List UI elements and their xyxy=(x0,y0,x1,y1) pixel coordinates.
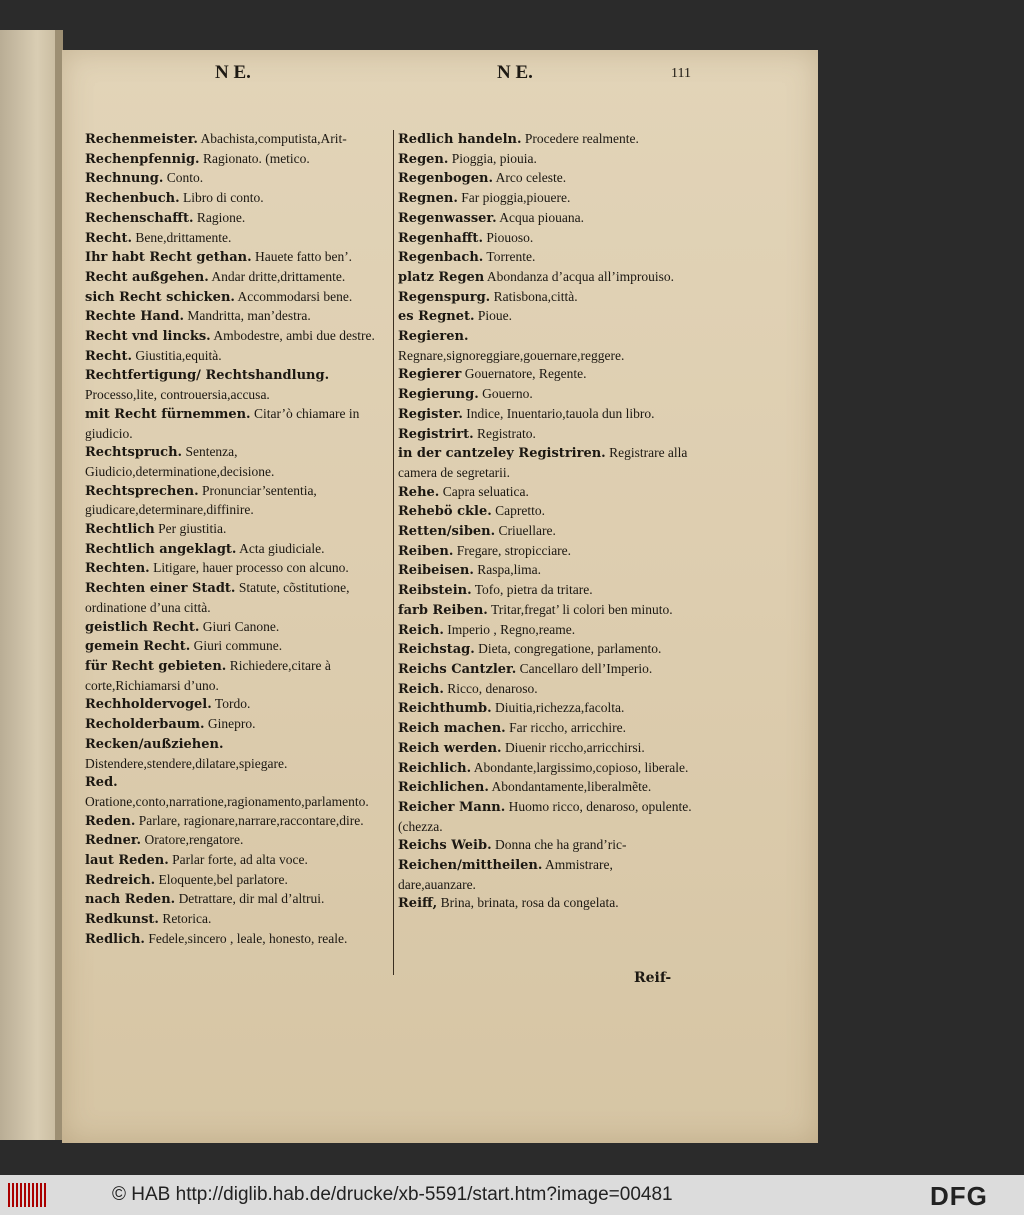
dictionary-entry xyxy=(398,856,693,894)
entry-definition: Indice, Inuentario,tauola dun libro. xyxy=(462,405,655,421)
entry-headword: Rechtfertigung/ Rechtshandlung. xyxy=(85,368,330,384)
dictionary-entry xyxy=(85,773,380,811)
dictionary-entry xyxy=(398,189,693,209)
entry-definition: Giustitia,equità. xyxy=(131,347,222,363)
entry-headword: Reiben. xyxy=(398,543,454,559)
entry-headword: Reichthumb. xyxy=(398,701,492,717)
entry-headword: Rechten. xyxy=(85,561,150,577)
dictionary-entry xyxy=(398,621,693,641)
entry-definition: Tordo. xyxy=(211,696,251,712)
dictionary-entry xyxy=(85,695,380,715)
entry-definition: Capra seluatica. xyxy=(439,483,529,499)
entry-definition: Processo,lite, controuersia,accusa. xyxy=(85,387,270,403)
entry-definition: Oratore,rengatore. xyxy=(141,832,244,848)
entry-definition: Registrato. xyxy=(473,425,536,441)
dictionary-entry xyxy=(85,735,380,773)
dictionary-entry xyxy=(85,618,380,638)
entry-headword: nach Reden. xyxy=(85,892,176,908)
entry-headword: Rechtsprechen. xyxy=(85,483,199,499)
entry-definition: Acta giudiciale. xyxy=(236,540,325,556)
dictionary-entry xyxy=(398,502,693,522)
entry-headword: Regenwasser. xyxy=(398,210,497,226)
entry-definition: Giuri commune. xyxy=(190,638,283,654)
entry-headword: Regierung. xyxy=(398,387,479,403)
entry-definition: Abondante,largissimo,copioso, liberale. xyxy=(471,759,689,775)
entry-definition: Ragione. xyxy=(193,209,246,225)
entry-definition: Donna che ha grand’ric- xyxy=(491,837,627,853)
entry-headword: Regenspurg. xyxy=(398,289,491,305)
dictionary-entry xyxy=(85,229,380,249)
dictionary-entry xyxy=(398,130,693,150)
dictionary-entry xyxy=(85,890,380,910)
entry-headword: mit Recht fürnemmen. xyxy=(85,406,251,422)
dictionary-entry xyxy=(398,307,693,327)
entry-definition: Abondantamente,liberalmẽte. xyxy=(488,779,652,795)
entry-definition: Torrente. xyxy=(483,249,536,265)
dictionary-entry xyxy=(398,405,693,425)
dictionary-entry xyxy=(85,288,380,308)
entry-headword: Reichen/mittheilen. xyxy=(398,858,543,874)
barcode-icon xyxy=(8,1183,48,1207)
dictionary-entry xyxy=(398,522,693,542)
dictionary-entry xyxy=(398,601,693,621)
entry-headword: Rechenmeister. xyxy=(85,132,198,147)
entry-headword: Reicher Mann. xyxy=(398,799,506,815)
entry-headword: Regenbogen. xyxy=(398,171,493,187)
dictionary-entry xyxy=(85,559,380,579)
entry-headword: Reichs Cantzler. xyxy=(398,661,517,677)
entry-headword: Redlich. xyxy=(85,931,145,947)
entry-definition: Pioue. xyxy=(474,308,513,324)
entry-headword: Recht. xyxy=(85,348,132,364)
dictionary-entry xyxy=(398,759,693,779)
entry-headword: es Regnet. xyxy=(398,309,475,325)
dictionary-entry xyxy=(85,366,380,404)
dictionary-entry xyxy=(85,540,380,560)
dictionary-entry xyxy=(398,169,693,189)
entry-definition: Ricco, denaroso. xyxy=(443,680,538,696)
entry-headword: Rechholdervogel. xyxy=(85,697,212,713)
entry-headword: Rechnung. xyxy=(85,171,164,187)
right-running-head: N E. xyxy=(497,62,533,83)
entry-definition: Raspa,lima. xyxy=(473,562,542,578)
entry-definition: Parlare, ragionare,narrare,raccontare,dire. xyxy=(135,812,364,828)
dictionary-entry xyxy=(398,778,693,798)
entry-headword: Rechenbuch. xyxy=(85,191,180,207)
entry-headword: Retten/siben. xyxy=(398,524,496,540)
entry-definition: Cancellaro dell’Imperio. xyxy=(516,660,653,676)
dictionary-entry xyxy=(85,930,380,950)
entry-definition: Capretto. xyxy=(491,503,545,519)
column-divider xyxy=(393,130,394,975)
dictionary-entry xyxy=(398,836,693,856)
entry-definition: Imperio , Regno,reame. xyxy=(443,621,576,637)
dictionary-entry xyxy=(398,561,693,581)
entry-definition: Acqua piouana. xyxy=(496,209,584,225)
entry-headword: Reichlichen. xyxy=(398,780,489,796)
entry-headword: Redreich. xyxy=(85,872,156,888)
entry-definition: Piouoso. xyxy=(482,229,534,245)
dictionary-entry xyxy=(398,581,693,601)
right-column xyxy=(398,130,693,914)
entry-definition: Tofo, pietra da tritare. xyxy=(471,582,593,598)
entry-headword: Regenbach. xyxy=(398,250,484,266)
entry-headword: Recht außgehen. xyxy=(85,269,209,285)
entry-definition: Distendere,stendere,dilatare,spiegare. xyxy=(85,755,288,771)
dictionary-entry xyxy=(85,327,380,347)
entry-headword: farb Reiben. xyxy=(398,602,488,618)
entry-definition: Pronunciar’sententia, giudicare,determinare,diffinire. xyxy=(85,482,317,518)
entry-definition: Mandritta, man’destra. xyxy=(184,308,311,324)
entry-definition: Richiedere,citare à corte,Richiamarsi d’uno. xyxy=(85,657,331,693)
entry-headword: Rehebö ckle. xyxy=(398,504,492,520)
entry-headword: Rehe. xyxy=(398,484,440,500)
entry-headword: Reichlich. xyxy=(398,760,472,776)
dictionary-entry xyxy=(85,520,380,540)
entry-definition: Huomo ricco, denaroso, opulente. (chezza. xyxy=(398,798,692,834)
entry-definition: Sentenza, Giudicio,determinatione,decisione. xyxy=(85,444,275,479)
entry-definition: Ginepro. xyxy=(204,716,256,732)
copyright-url[interactable]: © HAB http://diglib.hab.de/drucke/xb-5591/start.htm?image=00481 xyxy=(112,1184,673,1205)
previous-page-edge xyxy=(0,30,62,1140)
entry-definition: Regnare,signoreggiare,gouernare,reggere. xyxy=(398,347,625,363)
dictionary-entry xyxy=(85,657,380,695)
dictionary-entry xyxy=(398,150,693,170)
dictionary-entry xyxy=(398,268,693,288)
entry-definition: Libro di conto. xyxy=(179,190,264,206)
entry-headword: in der cantzeley Registriren. xyxy=(398,446,606,462)
entry-definition: Ragionato. (metico. xyxy=(199,150,310,166)
entry-definition: Diuitia,richezza,facolta. xyxy=(491,700,625,716)
entry-definition: Bene,drittamente. xyxy=(131,229,232,245)
catchword: Reif- xyxy=(634,970,672,986)
entry-headword: Reich. xyxy=(398,622,444,638)
footer-bar xyxy=(0,1175,1024,1215)
dictionary-entry xyxy=(398,288,693,308)
dictionary-entry xyxy=(398,483,693,503)
dictionary-entry xyxy=(85,150,380,170)
entry-headword: Rechten einer Stadt. xyxy=(85,581,236,597)
entry-headword: Reden. xyxy=(85,813,136,829)
dictionary-entry xyxy=(398,542,693,562)
dictionary-entry xyxy=(398,385,693,405)
entry-definition: Giuri Canone. xyxy=(199,618,280,634)
entry-headword: Reibstein. xyxy=(398,583,472,599)
page-number: 111 xyxy=(671,66,691,81)
entry-definition: Fregare, stropicciare. xyxy=(453,542,572,558)
dictionary-entry xyxy=(85,851,380,871)
entry-definition: Per giustitia. xyxy=(154,521,227,537)
entry-headword: Regieren. xyxy=(398,329,469,345)
dictionary-entry xyxy=(85,871,380,891)
dictionary-entry xyxy=(398,209,693,229)
dictionary-entry xyxy=(85,130,380,150)
entry-headword: Reichs Weib. xyxy=(398,838,492,854)
entry-definition: Abachista,computista,Arit- xyxy=(197,131,347,146)
dictionary-entry xyxy=(398,798,693,836)
entry-headword: Rechtlich xyxy=(85,522,155,538)
entry-definition: Fedele,sincero , leale, honesto, reale. xyxy=(144,930,348,946)
dictionary-entry xyxy=(85,482,380,520)
entry-headword: platz Regen xyxy=(398,269,485,285)
left-running-head: N E. xyxy=(215,62,251,83)
dictionary-entry xyxy=(85,405,380,443)
entry-definition: Litigare, hauer processo con alcuno. xyxy=(149,560,349,576)
entry-headword: Rechenpfennig. xyxy=(85,151,200,167)
dictionary-entry xyxy=(398,680,693,700)
entry-headword: Regen. xyxy=(398,151,449,167)
dictionary-entry xyxy=(398,365,693,385)
dfg-logo: DFG xyxy=(930,1181,988,1211)
entry-definition: Pioggia, piouia. xyxy=(448,150,537,166)
entry-headword: Reichstag. xyxy=(398,642,475,658)
dictionary-entry xyxy=(85,579,380,617)
dictionary-entry xyxy=(85,307,380,327)
dictionary-entry xyxy=(398,894,693,914)
entry-definition: Diuenir riccho,arricchirsi. xyxy=(501,739,645,755)
dictionary-entry xyxy=(398,739,693,759)
entry-definition: Registrare alla camera de segretarii. xyxy=(398,445,688,480)
entry-headword: Recht vnd lincks. xyxy=(85,329,211,345)
entry-headword: geistlich Recht. xyxy=(85,619,200,635)
entry-definition: Andar dritte,drittamente. xyxy=(208,268,346,284)
entry-definition: Tritar,fregat’ li colori ben minuto. xyxy=(487,601,673,617)
entry-definition: Ratisbona,città. xyxy=(490,288,578,304)
dictionary-entry xyxy=(85,715,380,735)
dictionary-entry xyxy=(85,831,380,851)
dictionary-entry xyxy=(398,699,693,719)
entry-definition: Detrattare, dir mal d’altrui. xyxy=(175,891,325,907)
entry-definition: Far pioggia,piouere. xyxy=(457,190,571,206)
entry-headword: Recht. xyxy=(85,230,132,246)
entry-headword: Rechte Hand. xyxy=(85,309,185,325)
entry-definition: Hauete fatto ben’. xyxy=(251,249,353,265)
dictionary-entry xyxy=(85,209,380,229)
entry-headword: Redkunst. xyxy=(85,912,159,928)
entry-definition: Statute, cõstitutione, ordinatione d’una città. xyxy=(85,580,350,615)
entry-definition: Eloquente,bel parlatore. xyxy=(155,871,288,887)
entry-headword: Reich machen. xyxy=(398,721,506,737)
entry-headword: sich Recht schicken. xyxy=(85,289,235,305)
entry-headword: Rechenschafft. xyxy=(85,210,194,226)
dictionary-entry xyxy=(398,640,693,660)
dictionary-entry xyxy=(85,189,380,209)
entry-headword: Redlich handeln. xyxy=(398,132,522,147)
entry-definition: Far riccho, arricchire. xyxy=(505,720,627,736)
entry-headword: Regierer xyxy=(398,367,462,383)
dictionary-entry xyxy=(398,229,693,249)
entry-definition: Arco celeste. xyxy=(493,170,567,186)
entry-headword: Reiff, xyxy=(398,896,438,912)
entry-definition: Citar’ò chiamare in giudicio. xyxy=(85,405,360,441)
entry-headword: Recken/außziehen. xyxy=(85,736,224,752)
entry-definition: Accommodarsi bene. xyxy=(234,288,353,304)
entry-definition: Retorica. xyxy=(158,911,212,927)
dictionary-entry xyxy=(398,660,693,680)
dictionary-entry xyxy=(85,268,380,288)
entry-definition: Dieta, congregatione, parlamento. xyxy=(474,641,662,657)
entry-definition: Criuellare. xyxy=(495,523,556,539)
entry-headword: Recholderbaum. xyxy=(85,717,205,733)
entry-headword: Regenhafft. xyxy=(398,230,483,246)
entry-definition: Ambodestre, ambi due destre. xyxy=(210,328,375,344)
dictionary-entry xyxy=(85,443,380,481)
entry-definition: Gouerno. xyxy=(478,386,533,402)
dictionary-entry xyxy=(85,248,380,268)
dictionary-entry xyxy=(85,169,380,189)
dictionary-entry xyxy=(85,347,380,367)
entry-headword: Red. xyxy=(85,775,118,791)
entry-headword: Reibeisen. xyxy=(398,563,474,579)
entry-headword: Registrirt. xyxy=(398,426,474,442)
entry-definition: Brina, brinata, rosa da congelata. xyxy=(437,895,619,911)
dictionary-entry xyxy=(398,425,693,445)
entry-definition: Abondanza d’acqua all’improuiso. xyxy=(484,268,674,284)
entry-headword: Reich. xyxy=(398,681,444,697)
entry-definition: Ammistrare, dare,auanzare. xyxy=(398,857,613,892)
entry-headword: Regnen. xyxy=(398,191,458,207)
entry-headword: für Recht gebieten. xyxy=(85,658,227,674)
dictionary-entry xyxy=(398,327,693,365)
dictionary-entry xyxy=(398,444,693,482)
entry-headword: Redner. xyxy=(85,833,142,849)
entry-headword: gemein Recht. xyxy=(85,639,191,655)
entry-headword: Reich werden. xyxy=(398,740,502,756)
dictionary-entry xyxy=(398,248,693,268)
left-column xyxy=(85,130,380,950)
entry-definition: Procedere realmente. xyxy=(521,131,639,146)
entry-headword: Register. xyxy=(398,406,463,422)
dictionary-entry xyxy=(85,637,380,657)
dictionary-entry xyxy=(85,812,380,832)
entry-definition: Gouernatore, Regente. xyxy=(461,366,587,382)
entry-headword: Ihr habt Recht gethan. xyxy=(85,250,252,266)
dictionary-entry xyxy=(398,719,693,739)
entry-definition: Conto. xyxy=(163,170,204,186)
entry-headword: Rechtlich angeklagt. xyxy=(85,541,237,557)
entry-definition: Oratione,conto,narratione,ragionamento,parlamento. xyxy=(85,793,369,809)
entry-headword: Rechtspruch. xyxy=(85,445,183,461)
entry-headword: laut Reden. xyxy=(85,853,169,869)
dictionary-entry xyxy=(85,910,380,930)
entry-definition: Parlar forte, ad alta voce. xyxy=(168,852,308,868)
